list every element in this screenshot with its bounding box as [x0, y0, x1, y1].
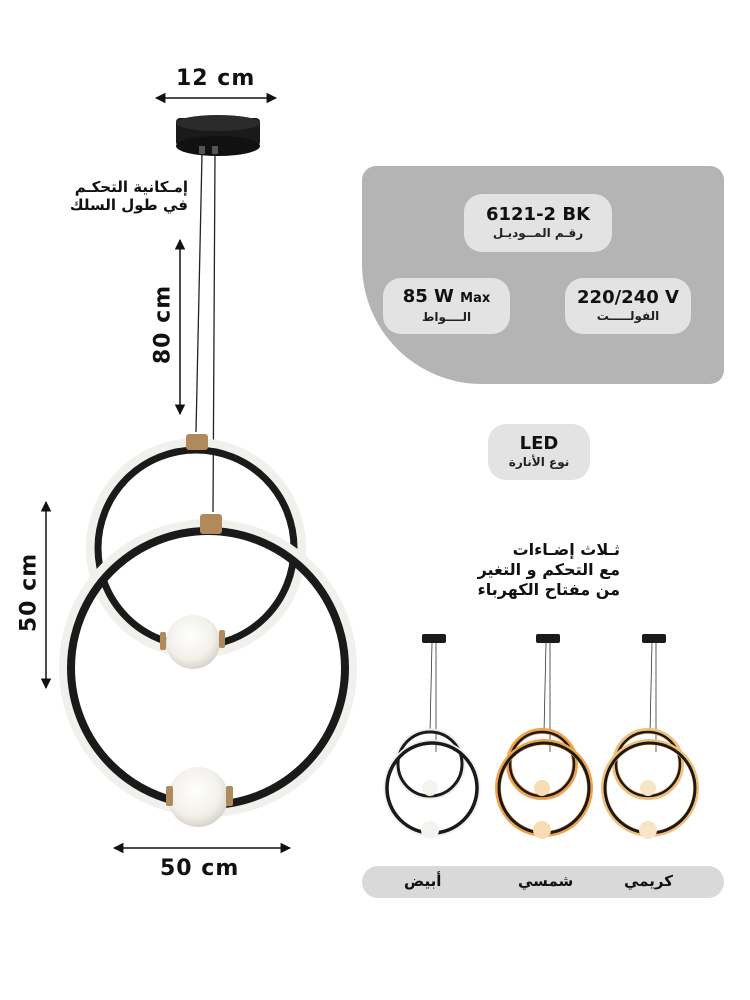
lighting-modes-note: [420, 540, 620, 600]
wattage-value: 85 W Max: [402, 286, 491, 307]
lighting-type-label: نوع الأنارة: [508, 455, 570, 469]
lamp-variant-white: [386, 634, 478, 839]
lamp-variant-cream: [604, 634, 696, 839]
spec-panel: [362, 166, 724, 384]
note-line: مع التحكم و التغير: [477, 560, 620, 579]
voltage-pill: [565, 278, 691, 334]
color-option-sun: شمسي: [518, 872, 574, 890]
voltage-value: 220/240 V: [577, 287, 679, 308]
large-ring: [66, 514, 350, 827]
note-line: من مفتاح الكهرباء: [477, 580, 620, 599]
lighting-type-value: LED: [519, 433, 559, 454]
cable: [196, 154, 202, 432]
globe-bulb: [168, 767, 228, 827]
height-label: 50 cm: [16, 552, 42, 633]
lamp-illustration: [0, 0, 360, 900]
color-option-white: أبيض: [404, 872, 442, 890]
lamp-variant-sun: [498, 634, 590, 839]
note-line: في طول السلك: [69, 196, 188, 214]
model-label: رقـم المــوديـل: [492, 226, 584, 240]
cable: [213, 154, 215, 512]
globe-bulb: [166, 615, 220, 669]
wattage-pill: [383, 278, 510, 334]
color-variants: [370, 628, 720, 848]
cable-adjust-note: [40, 178, 188, 214]
model-number: 6121-2 BK: [485, 204, 591, 225]
model-pill: [464, 194, 612, 252]
note-line: ثـلاث إضـاءات: [512, 540, 620, 559]
ceiling-canopy: [176, 115, 260, 156]
color-option-cream: كريمي: [624, 872, 673, 890]
width-label: 50 cm: [160, 856, 240, 881]
wattage-label: الــــواط: [421, 310, 472, 324]
lighting-type-pill: [488, 424, 590, 480]
voltage-label: الفولـــــت: [596, 309, 660, 323]
color-options-bar: [362, 866, 724, 898]
canopy-width-label: 12 cm: [176, 66, 256, 91]
note-line: إمـكانية التحكـم: [74, 178, 188, 196]
cable-length-label: 80 cm: [150, 284, 176, 365]
